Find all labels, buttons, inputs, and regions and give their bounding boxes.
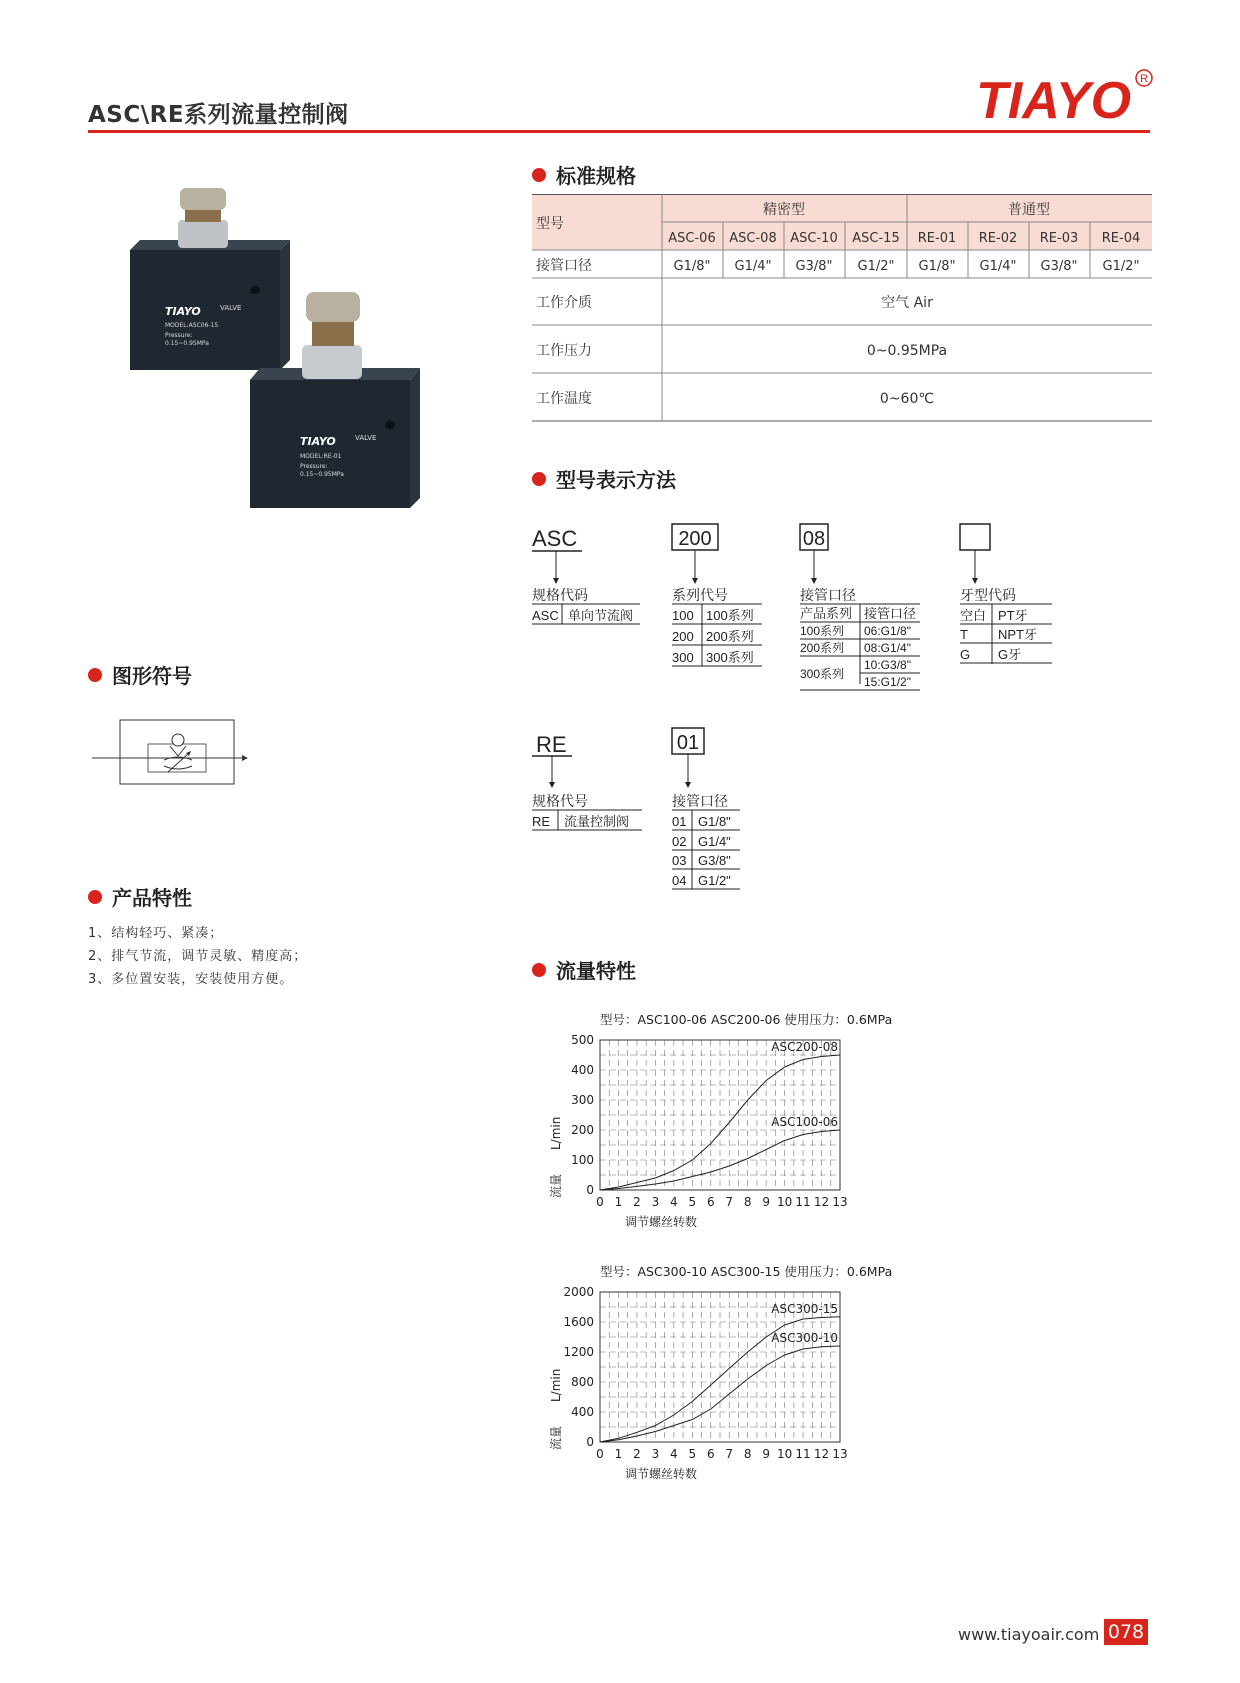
y-axis-name: 流量 (549, 1425, 563, 1450)
feature-item-2: 2、排气节流，调节灵敏、精度高； (88, 949, 308, 964)
x-tick-label: 5 (688, 1195, 697, 1209)
svg-text:PT牙: PT牙 (998, 608, 1028, 623)
x-tick-label: 8 (743, 1447, 752, 1461)
svg-text:RE: RE (532, 814, 551, 829)
row-value: 0~0.95MPa (866, 343, 948, 359)
x-tick-label: 6 (706, 1447, 715, 1461)
bullet-icon (532, 168, 546, 182)
row-label: 工作介质 (536, 295, 592, 311)
model-cell: RE-04 (1101, 231, 1141, 246)
svg-text:300系列: 300系列 (800, 667, 845, 681)
y-tick-label: 400 (571, 1405, 594, 1419)
graphic-symbol (92, 712, 262, 792)
x-tick-label: 5 (688, 1447, 697, 1461)
y-axis-unit: L/min (549, 1116, 563, 1150)
svg-text:100: 100 (672, 608, 694, 623)
group-precision: 精密型 (763, 202, 805, 218)
model-cell: ASC-08 (729, 231, 777, 246)
svg-text:0.15~0.95MPa: 0.15~0.95MPa (300, 471, 344, 478)
code-asc: ASC (532, 526, 578, 551)
svg-text:VALVE: VALVE (355, 434, 377, 442)
bullet-icon (532, 963, 546, 977)
x-tick-label: 2 (633, 1195, 641, 1209)
series-label: ASC300-10 (771, 1331, 838, 1345)
row-value: 0~60℃ (879, 391, 935, 407)
svg-text:规格代码: 规格代码 (532, 587, 588, 603)
logo-text: TIAYO (976, 72, 1132, 130)
page-number: 078 (1104, 1619, 1148, 1645)
svg-text:200系列: 200系列 (706, 629, 754, 644)
y-tick-label: 0 (586, 1183, 594, 1197)
model-cell: RE-01 (917, 231, 957, 246)
x-tick-label: 13 (832, 1447, 848, 1461)
model-cell: ASC-10 (790, 231, 838, 246)
x-tick-label: 1 (614, 1447, 623, 1461)
svg-text:流量控制阀: 流量控制阀 (564, 814, 630, 829)
svg-text:G牙: G牙 (998, 647, 1022, 662)
y-tick-label: 300 (571, 1093, 594, 1107)
svg-text:04: 04 (672, 873, 687, 888)
page-title: ASC\RE系列流量控制阀 (88, 102, 349, 128)
y-tick-label: 100 (571, 1153, 594, 1167)
x-tick-label: 6 (706, 1195, 715, 1209)
chart-title: 型号：ASC300-10 ASC300-15 使用压力：0.6MPa (600, 1264, 893, 1279)
x-tick-label: 1 (614, 1195, 623, 1209)
svg-text:单向节流阀: 单向节流阀 (568, 608, 634, 623)
x-tick-label: 12 (813, 1447, 830, 1461)
model-cell: ASC-06 (668, 231, 716, 246)
svg-text:MODEL:RE-01: MODEL:RE-01 (300, 453, 342, 460)
svg-text:接管口径: 接管口径 (864, 606, 917, 621)
y-tick-label: 500 (571, 1033, 594, 1047)
code-thread-box (960, 524, 990, 550)
model-code-diagram (530, 520, 1060, 900)
svg-text:10:G3/8": 10:G3/8" (864, 658, 911, 672)
svg-text:100系列: 100系列 (800, 624, 845, 638)
chart-title: 型号：ASC100-06 ASC200-06 使用压力：0.6MPa (600, 1012, 893, 1027)
spec-table (532, 194, 1152, 422)
y-tick-label: 200 (571, 1123, 594, 1137)
svg-text:空白: 空白 (960, 608, 987, 623)
code-port: 08 (802, 528, 826, 550)
tiayo-logo (976, 68, 1154, 132)
y-tick-label: 0 (586, 1435, 594, 1449)
feature-item-3: 3、多位置安装，安装使用方便。 (88, 972, 294, 987)
y-tick-label: 400 (571, 1063, 594, 1077)
flow-chart-2 (540, 1262, 940, 1492)
x-tick-label: 13 (832, 1195, 848, 1209)
svg-text:03: 03 (672, 853, 687, 868)
x-tick-label: 11 (795, 1195, 811, 1209)
svg-text:Pressure:: Pressure: (165, 332, 193, 339)
port-cell: G3/8" (1040, 259, 1078, 274)
x-axis-label: 调节螺丝转数 (625, 1215, 698, 1229)
x-tick-label: 7 (725, 1447, 734, 1461)
code-re: RE (536, 732, 567, 757)
feature-item-1: 1、结构轻巧、紧凑； (88, 926, 224, 941)
svg-text:接管口径: 接管口径 (672, 793, 728, 809)
svg-text:系列代号: 系列代号 (672, 587, 728, 603)
code-re-port: 01 (676, 732, 700, 754)
port-cell: G1/8" (918, 259, 956, 274)
x-tick-label: 0 (596, 1195, 604, 1209)
x-tick-label: 4 (670, 1195, 678, 1209)
row-label: 工作温度 (536, 391, 592, 407)
svg-text:08:G1/4": 08:G1/4" (864, 641, 911, 655)
port-cell: G1/2" (1102, 259, 1140, 274)
x-tick-label: 4 (670, 1447, 678, 1461)
svg-text:G1/4": G1/4" (698, 834, 731, 849)
port-label: 接管口径 (536, 258, 592, 274)
y-tick-label: 1600 (563, 1315, 594, 1329)
series-label: ASC100-06 (771, 1115, 838, 1129)
bullet-icon (532, 472, 546, 486)
x-tick-label: 10 (776, 1195, 793, 1209)
svg-text:VALVE: VALVE (220, 304, 242, 312)
model-cell: RE-02 (978, 231, 1018, 246)
x-tick-label: 8 (743, 1195, 752, 1209)
model-cell: RE-03 (1039, 231, 1079, 246)
svg-text:300系列: 300系列 (706, 650, 754, 665)
svg-text:NPT牙: NPT牙 (998, 627, 1038, 642)
flow-chart-1 (540, 1010, 940, 1240)
svg-text:规格代号: 规格代号 (532, 793, 588, 809)
model-section-title: 型号表示方法 (532, 464, 676, 493)
flow-section-title: 流量特性 (532, 955, 636, 984)
x-tick-label: 9 (762, 1195, 770, 1209)
svg-text:100系列: 100系列 (706, 608, 754, 623)
svg-text:Pressure:: Pressure: (300, 463, 328, 470)
svg-text:G3/8": G3/8" (698, 853, 731, 868)
x-tick-label: 11 (795, 1447, 811, 1461)
series-label: ASC200-08 (771, 1040, 838, 1054)
svg-text:02: 02 (672, 834, 687, 849)
x-tick-label: 10 (776, 1447, 793, 1461)
y-tick-label: 800 (571, 1375, 594, 1389)
footer-url: www.tiayoair.com (958, 1625, 1100, 1644)
y-tick-label: 2000 (563, 1285, 594, 1299)
code-series: 200 (678, 528, 712, 550)
port-cell: G1/4" (979, 259, 1017, 274)
model-cell: ASC-15 (852, 231, 900, 246)
port-cell: G3/8" (795, 259, 833, 274)
svg-text:牙型代码: 牙型代码 (960, 587, 1016, 603)
y-axis-name: 流量 (549, 1173, 563, 1198)
x-tick-label: 0 (596, 1447, 604, 1461)
spec-section-title: 标准规格 (532, 160, 636, 189)
x-tick-label: 3 (651, 1447, 660, 1461)
x-tick-label: 12 (813, 1195, 830, 1209)
series-label: ASC300-15 (771, 1301, 838, 1316)
svg-text:接管口径: 接管口径 (800, 587, 856, 603)
svg-text:01: 01 (672, 814, 687, 829)
svg-text:06:G1/8": 06:G1/8" (864, 624, 911, 638)
y-tick-label: 1200 (563, 1345, 594, 1359)
x-tick-label: 9 (762, 1447, 770, 1461)
features-section-title: 产品特性 (88, 882, 192, 911)
svg-text:0.15~0.95MPa: 0.15~0.95MPa (165, 340, 209, 347)
svg-text:G: G (960, 647, 971, 662)
x-tick-label: 2 (633, 1447, 641, 1461)
svg-text:T: T (960, 627, 968, 642)
model-header: 型号 (536, 216, 564, 232)
header-rule (88, 130, 1150, 133)
product-photo (120, 180, 460, 520)
svg-text:15:G1/2": 15:G1/2" (864, 675, 911, 689)
port-cell: G1/4" (734, 259, 772, 274)
svg-text:产品系列: 产品系列 (800, 606, 853, 621)
group-standard: 普通型 (1008, 202, 1050, 218)
x-axis-label: 调节螺丝转数 (625, 1467, 698, 1481)
x-tick-label: 7 (725, 1195, 734, 1209)
bullet-icon (88, 890, 102, 904)
symbol-section-title: 图形符号 (88, 660, 192, 689)
svg-text:G1/2": G1/2" (698, 873, 731, 888)
bullet-icon (88, 668, 102, 682)
svg-text:200系列: 200系列 (800, 641, 845, 655)
x-tick-label: 3 (651, 1195, 660, 1209)
svg-text:ASC: ASC (532, 608, 559, 623)
row-label: 工作压力 (536, 343, 592, 359)
svg-text:300: 300 (672, 650, 694, 665)
svg-text:TIAYO: TIAYO (300, 435, 336, 448)
port-cell: G1/2" (857, 259, 895, 274)
svg-text:TIAYO: TIAYO (165, 305, 201, 318)
svg-text:G1/8": G1/8" (698, 814, 731, 829)
row-value: 空气 Air (881, 295, 933, 311)
svg-text:MODEL:ASC06-15: MODEL:ASC06-15 (165, 322, 219, 329)
port-cell: G1/8" (673, 259, 711, 274)
svg-text:200: 200 (672, 629, 694, 644)
svg-text:R: R (1140, 73, 1148, 85)
y-axis-unit: L/min (549, 1368, 563, 1402)
